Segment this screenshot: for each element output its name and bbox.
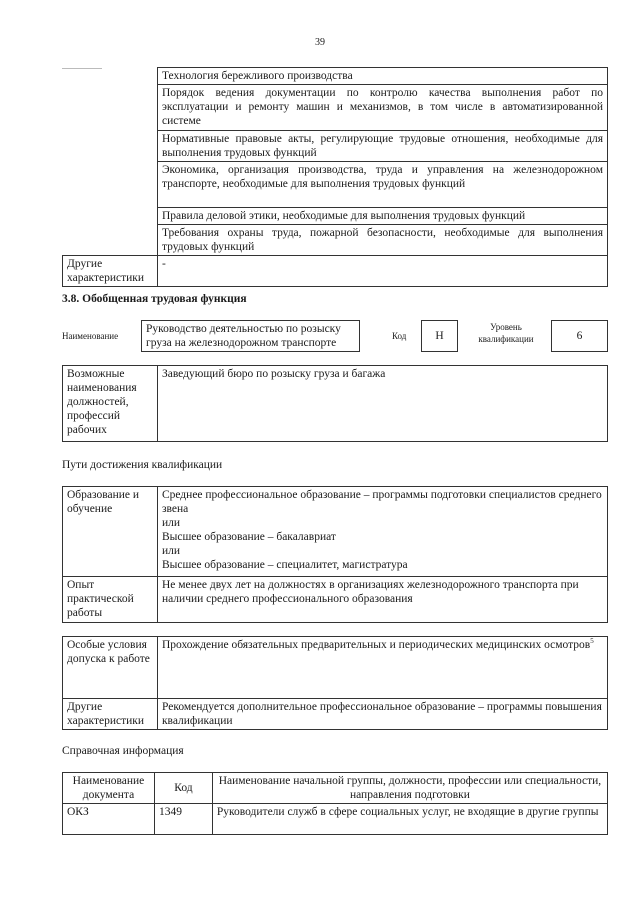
qualification-paths-title: Пути достижения квалификации [62,459,223,471]
education-line: Высшее образование – бакалавриат [161,531,336,543]
section-title: 3.8. Обобщенная трудовая функция [62,293,247,305]
function-name: Руководство деятельностью по розыску груза на железнодорожном транспорте [141,320,360,352]
positions-value: Заведующий бюро по розыску груза и багажа [157,366,607,442]
code-label: Код [392,331,407,341]
positions-table [62,365,608,442]
knowledge-item: Требования охраны труда, пожарной безопасности, необходимые для выполнения трудовых функций [157,225,607,256]
level-value: 6 [551,320,608,352]
reference-title: Справочная информация [62,745,184,757]
other-value: Рекомендуется дополнительное профессиональное образование – программы повышения квалификации [157,699,607,730]
education-line: или [161,545,180,557]
table-row [63,804,608,835]
education-line: Высшее образование – специалитет, магистратура [161,559,408,571]
row-group-name: Руководители служб в сфере социальных услуг, не входящие в другие группы [212,804,607,835]
education-line: Среднее профессиональное образование – программы подготовки специалистов среднего звена [161,489,602,515]
education-line: или [161,517,180,529]
row-document: ОКЗ [63,804,155,835]
level-label: Уровень квалификации [478,322,534,344]
experience-label: Опыт практической работы [63,577,158,623]
header-document: Наименование документа [63,773,155,804]
row-code: 1349 [154,804,212,835]
special-conditions-value: Прохождение обязательных предварительных и периодических медицинских осмотров [161,639,591,651]
education-label: Образование и обучение [63,487,158,577]
special-conditions-label: Особые условия допуска к работе [67,639,150,665]
reference-table [62,772,608,835]
header-group-name: Наименование начальной группы, должности, профессии или специальности, направления подготовки [212,773,607,804]
knowledge-item: Экономика, организация производства, труда и управления на железнодорожном транспорте, необходимые для выполнения трудовых функций [157,162,607,208]
knowledge-item: Порядок ведения документации по контролю качества выполнения работ по эксплуатации и ремонту машин и механизмов, в том числе в автоматизированной системе [157,85,607,131]
education-table [62,486,608,623]
other-label: Другие характеристики [63,699,158,730]
knowledge-table [62,67,608,287]
positions-label: Возможные наименования должностей, профессий рабочих [63,366,158,442]
knowledge-item: Правила деловой этики, необходимые для выполнения трудовых функций [157,208,607,225]
footnote-mark: 5 [590,637,594,646]
other-characteristics-label: Другие характеристики [63,256,158,287]
page-number: 39 [315,37,325,48]
header-code: Код [154,773,212,804]
conditions-table [62,636,608,730]
knowledge-item: Технология бережливого производства [157,68,607,85]
code-value: H [421,320,458,352]
experience-value: Не менее двух лет на должностях в организациях железнодорожного транспорта при наличии среднего профессионального образования [157,577,607,623]
knowledge-item: Нормативные правовые акты, регулирующие трудовые отношения, необходимые для выполнения трудовых функций [157,131,607,162]
other-characteristics-value: - [157,256,607,287]
name-label: Наименование [62,331,119,341]
